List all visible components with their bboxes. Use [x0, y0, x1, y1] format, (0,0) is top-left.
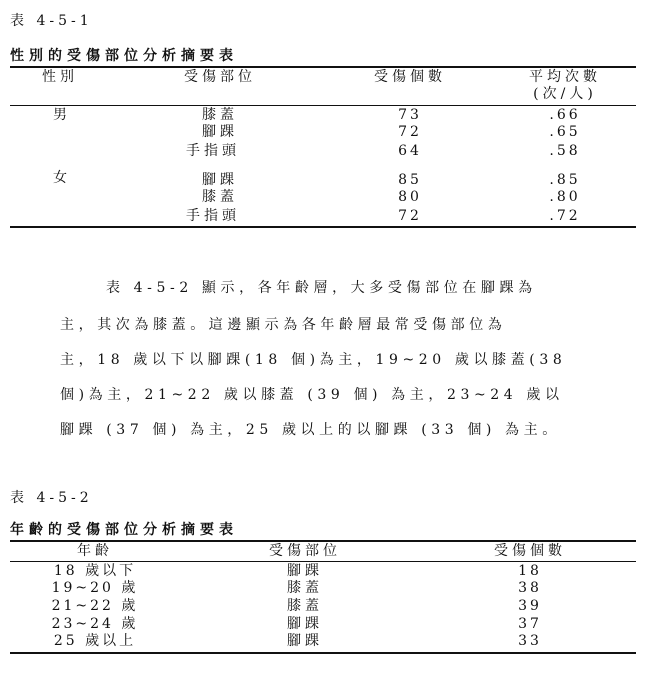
table1-header-gender: 性別 — [42, 69, 78, 85]
table2-header-part: 受傷部位 — [269, 543, 341, 559]
table2-count: 18 — [518, 563, 542, 579]
table1-avg: .72 — [549, 208, 581, 224]
table1-avg: .80 — [549, 189, 581, 205]
paragraph-line: 腳踝 (37 個) 為主，25 歲以上的以腳踝 (33 個) 為主。 — [60, 422, 561, 438]
table2-header-age: 年齡 — [77, 543, 113, 559]
table2-part: 腳踝 — [287, 616, 323, 632]
paragraph-line: 主，其次為膝蓋。這邊顯示為各年齡層最常受傷部位為 — [60, 317, 507, 333]
table1-part: 膝蓋 — [202, 107, 238, 123]
table2-age: 18 歲以下 — [53, 563, 137, 579]
table2-header-rule — [10, 561, 636, 562]
table1-title: 性別的受傷部位分析摘要表 — [10, 48, 238, 64]
table2-top-rule — [10, 540, 636, 542]
table2-part: 膝蓋 — [287, 598, 323, 614]
table2-part: 膝蓋 — [287, 580, 323, 596]
table1-header-avg-unit: (次/人) — [533, 86, 597, 102]
table2-age: 21~22 歲 — [51, 598, 139, 614]
table1-header-rule — [10, 105, 636, 106]
table1-count: 64 — [398, 143, 422, 159]
table1-count: 72 — [398, 208, 422, 224]
table1-part: 手指頭 — [186, 208, 240, 224]
table2-age: 25 歲以上 — [53, 633, 137, 649]
table1-avg: .58 — [549, 143, 581, 159]
table2-age: 19~20 歲 — [51, 580, 139, 596]
table1-gender: 女 — [53, 170, 67, 186]
table2-bottom-rule — [10, 652, 636, 654]
table2-part: 腳踝 — [287, 563, 323, 579]
paragraph-line: 表 4-5-2 顯示，各年齡層，大多受傷部位在腳踝為 — [106, 280, 537, 296]
paragraph-line: 個)為主，21~22 歲以膝蓋 (39 個) 為主，23~24 歲以 — [60, 387, 564, 403]
table1-part: 手指頭 — [186, 143, 240, 159]
table1-top-rule — [10, 66, 636, 68]
table2-title: 年齡的受傷部位分析摘要表 — [10, 522, 238, 538]
table1-header-avg: 平均次數 — [529, 69, 601, 85]
table2-count: 33 — [518, 633, 542, 649]
table1-caption: 表 4-5-1 — [10, 13, 93, 29]
paragraph-line: 主，18 歲以下以腳踝(18 個)為主，19~20 歲以膝蓋(38 — [60, 352, 567, 368]
table1-avg: .65 — [549, 124, 581, 140]
table2-part: 腳踝 — [287, 633, 323, 649]
table1-count: 72 — [398, 124, 422, 140]
table2-caption: 表 4-5-2 — [10, 490, 93, 506]
table1-part: 腳踝 — [202, 172, 238, 188]
table1-header-part: 受傷部位 — [184, 69, 256, 85]
table2-header-count: 受傷個數 — [494, 543, 566, 559]
table1-bottom-rule — [10, 226, 636, 228]
table1-avg: .66 — [549, 107, 581, 123]
table2-count: 38 — [518, 580, 542, 596]
table1-count: 73 — [398, 107, 422, 123]
table1-avg: .85 — [549, 172, 581, 188]
table1-part: 腳踝 — [202, 124, 238, 140]
table2-count: 39 — [518, 598, 542, 614]
table1-count: 85 — [398, 172, 422, 188]
table1-gender: 男 — [53, 107, 67, 123]
table2-count: 37 — [518, 616, 542, 632]
table1-header-count: 受傷個數 — [374, 69, 446, 85]
table1-count: 80 — [398, 189, 422, 205]
table2-age: 23~24 歲 — [51, 616, 139, 632]
table1-part: 膝蓋 — [202, 189, 238, 205]
